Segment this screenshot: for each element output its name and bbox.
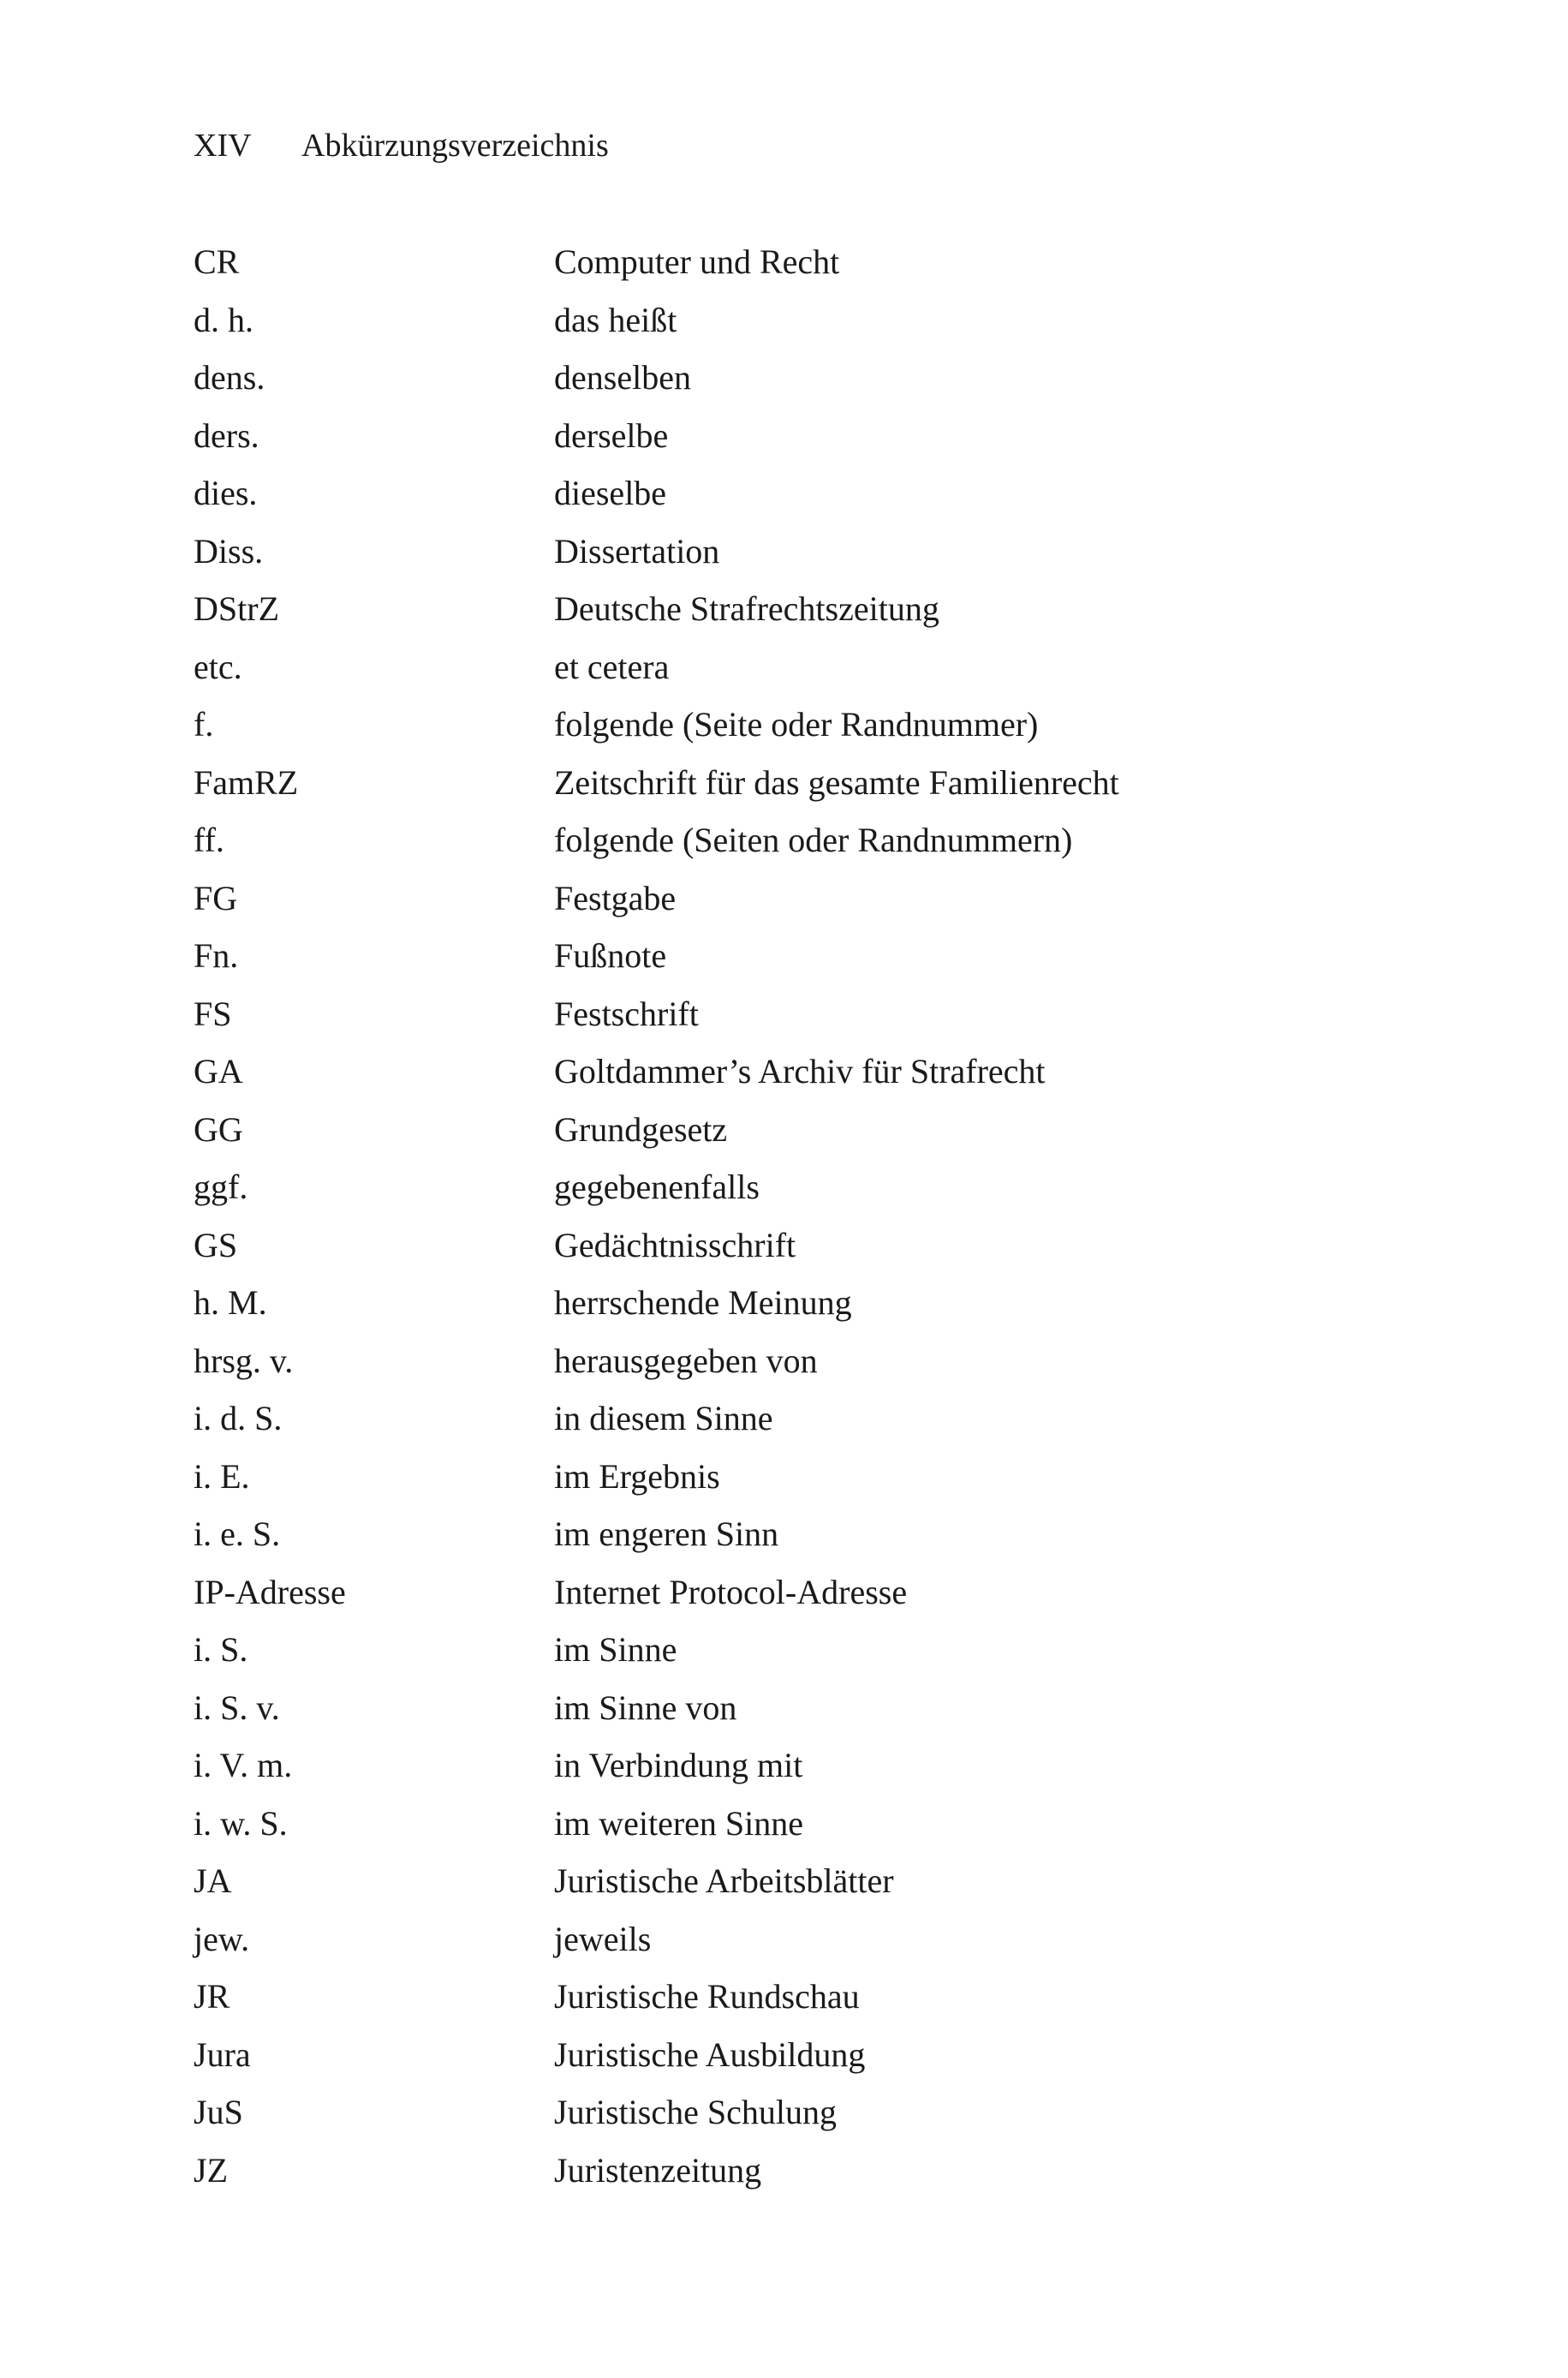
abbreviation-row xyxy=(194,352,1392,410)
abbreviation-term: i. S. v. xyxy=(194,1688,280,1727)
page-header xyxy=(194,120,609,171)
abbreviation-meaning: Festgabe xyxy=(554,878,677,917)
abbreviation-meaning: jeweils xyxy=(554,1919,652,1958)
abbreviation-list xyxy=(194,236,1392,2202)
abbreviation-term: ders. xyxy=(194,415,259,455)
abbreviation-term: ff. xyxy=(194,821,224,859)
abbreviation-meaning: Juristenzeitung xyxy=(554,2150,762,2190)
abbreviation-meaning: Fußnote xyxy=(554,936,667,975)
abbreviation-meaning: im weiteren Sinne xyxy=(554,1803,804,1843)
abbreviation-row xyxy=(194,930,1392,989)
abbreviation-row xyxy=(194,1220,1392,1278)
abbreviation-meaning: Grundgesetz xyxy=(554,1109,728,1149)
abbreviation-row xyxy=(194,295,1392,353)
abbreviation-meaning: in Verbindung mit xyxy=(554,1746,803,1784)
abbreviation-row xyxy=(194,989,1392,1047)
abbreviation-term: f. xyxy=(194,705,214,744)
abbreviation-term: jew. xyxy=(194,1919,250,1958)
abbreviation-term: JZ xyxy=(194,2150,228,2190)
abbreviation-row xyxy=(194,526,1392,584)
abbreviation-term: Jura xyxy=(194,2034,251,2074)
abbreviation-row xyxy=(194,1914,1392,1972)
abbreviation-meaning: gegebenenfalls xyxy=(554,1168,760,1206)
abbreviation-meaning: Festschrift xyxy=(554,994,699,1033)
abbreviation-row xyxy=(194,1567,1392,1625)
abbreviation-meaning: herrschende Meinung xyxy=(554,1283,852,1322)
abbreviation-term: GG xyxy=(194,1109,243,1149)
abbreviation-term: IP-Adresse xyxy=(194,1572,346,1611)
abbreviation-row xyxy=(194,1855,1392,1914)
abbreviation-row xyxy=(194,699,1392,757)
abbreviation-meaning: Goltdammer’s Archiv für Strafrecht xyxy=(554,1052,1046,1090)
abbreviation-term: CR xyxy=(194,242,240,281)
abbreviation-row xyxy=(194,1509,1392,1567)
abbreviation-row xyxy=(194,1335,1392,1394)
abbreviation-term: i. e. S. xyxy=(194,1515,281,1553)
abbreviation-term: GS xyxy=(194,1225,238,1264)
abbreviation-row xyxy=(194,236,1392,295)
abbreviation-row xyxy=(194,1740,1392,1798)
abbreviation-term: dens. xyxy=(194,358,265,397)
abbreviation-row xyxy=(194,1971,1392,2029)
abbreviation-meaning: folgende (Seite oder Randnummer) xyxy=(554,705,1039,744)
abbreviation-row xyxy=(194,1104,1392,1162)
abbreviation-row xyxy=(194,468,1392,526)
abbreviation-meaning: Juristische Rundschau xyxy=(554,1977,860,2016)
page-title: Abkürzungsverzeichnis xyxy=(301,128,609,164)
abbreviation-row xyxy=(194,2029,1392,2088)
abbreviation-term: GA xyxy=(194,1052,243,1090)
abbreviation-meaning: das heißt xyxy=(554,300,677,339)
abbreviation-term: h. M. xyxy=(194,1283,267,1322)
page-number: XIV xyxy=(194,128,252,164)
abbreviation-term: etc. xyxy=(194,647,242,686)
abbreviation-meaning: im Ergebnis xyxy=(554,1456,720,1496)
abbreviation-row xyxy=(194,1624,1392,1682)
abbreviation-meaning: im Sinne xyxy=(554,1630,677,1669)
abbreviation-row xyxy=(194,1798,1392,1856)
abbreviation-row xyxy=(194,815,1392,873)
abbreviation-meaning: denselben xyxy=(554,358,691,397)
abbreviation-row xyxy=(194,873,1392,931)
abbreviation-term: i. w. S. xyxy=(194,1803,288,1843)
abbreviation-meaning: et cetera xyxy=(554,647,670,686)
abbreviation-meaning: herausgegeben von xyxy=(554,1341,818,1380)
abbreviation-term: Fn. xyxy=(194,936,239,975)
abbreviation-meaning: Dissertation xyxy=(554,531,720,571)
abbreviation-row xyxy=(194,583,1392,642)
abbreviation-meaning: Computer und Recht xyxy=(554,242,840,281)
abbreviation-meaning: in diesem Sinne xyxy=(554,1399,773,1437)
abbreviation-term: JR xyxy=(194,1977,230,2016)
abbreviation-row xyxy=(194,1277,1392,1335)
abbreviation-term: i. S. xyxy=(194,1630,248,1669)
abbreviation-meaning: Juristische Arbeitsblätter xyxy=(554,1861,894,1900)
abbreviation-meaning: im Sinne von xyxy=(554,1688,737,1727)
abbreviation-meaning: derselbe xyxy=(554,415,669,455)
abbreviation-row xyxy=(194,757,1392,816)
abbreviation-meaning: Zeitschrift für das gesamte Familienrecht xyxy=(554,762,1119,802)
abbreviation-term: FG xyxy=(194,878,238,917)
abbreviation-term: i. d. S. xyxy=(194,1399,283,1437)
abbreviation-row xyxy=(194,1162,1392,1220)
abbreviation-meaning: Juristische Schulung xyxy=(554,2093,837,2131)
abbreviation-meaning: im engeren Sinn xyxy=(554,1515,779,1553)
abbreviation-row xyxy=(194,1046,1392,1104)
abbreviation-meaning: dieselbe xyxy=(554,474,667,512)
abbreviation-meaning: folgende (Seiten oder Randnummern) xyxy=(554,821,1073,859)
abbreviation-term: DStrZ xyxy=(194,589,279,628)
abbreviation-term: JA xyxy=(194,1861,232,1900)
abbreviation-term: FS xyxy=(194,994,232,1033)
abbreviation-row xyxy=(194,1682,1392,1741)
abbreviation-term: i. E. xyxy=(194,1456,250,1496)
abbreviation-meaning: Internet Protocol-Adresse xyxy=(554,1572,908,1611)
abbreviation-term: i. V. m. xyxy=(194,1746,293,1784)
abbreviation-term: dies. xyxy=(194,474,258,512)
abbreviation-row xyxy=(194,410,1392,469)
abbreviation-term: d. h. xyxy=(194,300,253,339)
abbreviation-term: FamRZ xyxy=(194,762,299,802)
abbreviation-meaning: Juristische Ausbildung xyxy=(554,2034,866,2074)
abbreviation-term: ggf. xyxy=(194,1168,248,1206)
abbreviation-term: Diss. xyxy=(194,531,264,571)
abbreviation-term: hrsg. v. xyxy=(194,1341,294,1380)
abbreviation-row xyxy=(194,1451,1392,1509)
abbreviation-row xyxy=(194,642,1392,700)
abbreviation-row xyxy=(194,2087,1392,2145)
abbreviation-meaning: Gedächtnisschrift xyxy=(554,1225,796,1264)
abbreviation-row xyxy=(194,1393,1392,1451)
abbreviation-meaning: Deutsche Strafrechtszeitung xyxy=(554,589,939,628)
abbreviation-term: JuS xyxy=(194,2093,243,2131)
abbreviation-row xyxy=(194,2145,1392,2203)
